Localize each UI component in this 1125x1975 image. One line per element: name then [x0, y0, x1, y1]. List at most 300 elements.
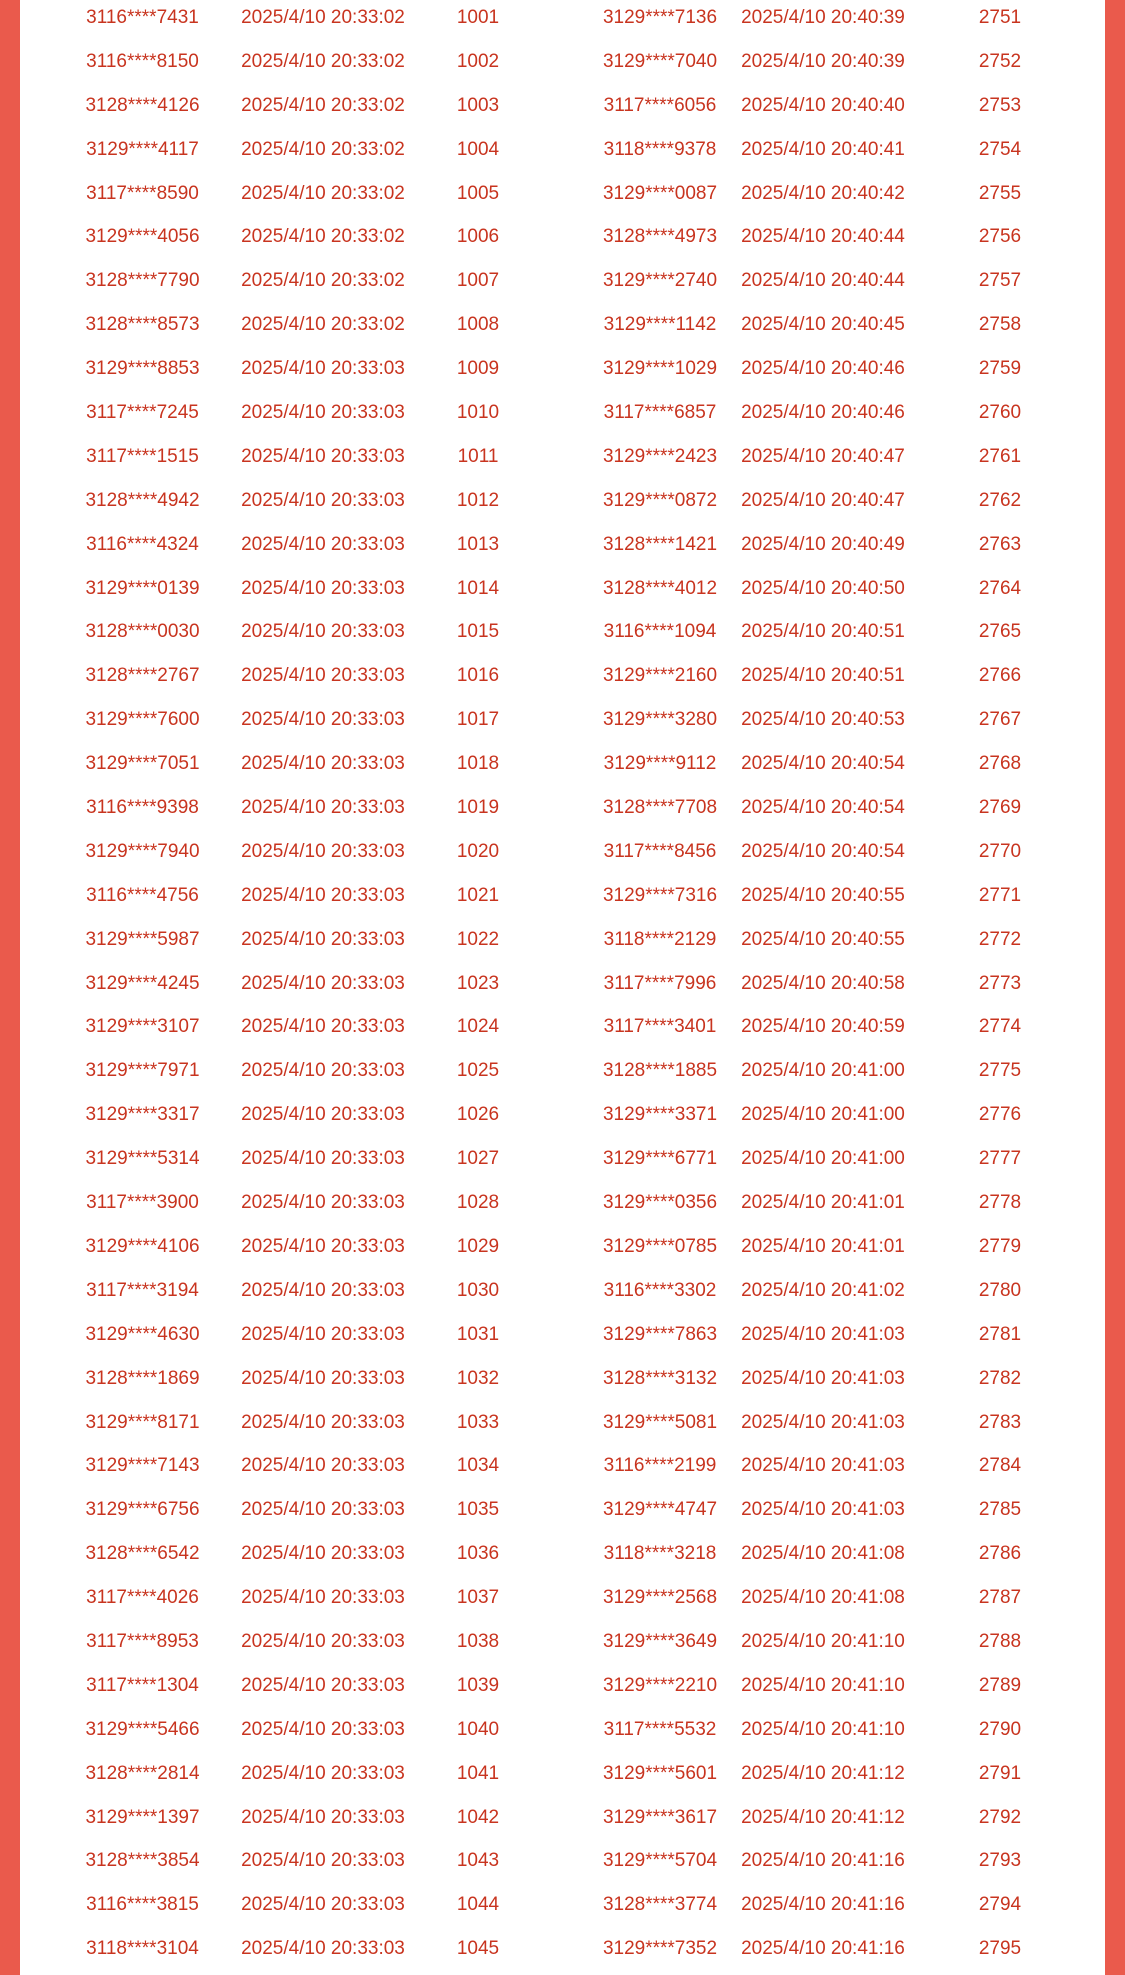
left-rank-cell: 1033 [456, 1411, 500, 1433]
right-timestamp-cell: 2025/4/10 20:41:16 [741, 1850, 905, 1872]
left-user-id-cell: 3129****8171 [85, 1411, 200, 1433]
table-row [20, 1097, 1105, 1141]
right-timestamp-cell: 2025/4/10 20:40:53 [741, 709, 905, 731]
table-row [20, 351, 1105, 395]
left-user-id-cell: 3116****3815 [86, 1894, 199, 1916]
right-user-id-cell: 3118****3218 [603, 1543, 717, 1565]
left-timestamp-cell: 2025/4/10 20:33:03 [241, 928, 405, 950]
table-row [20, 88, 1105, 132]
right-timestamp-cell: 2025/4/10 20:40:47 [741, 445, 905, 467]
left-timestamp-cell: 2025/4/10 20:33:02 [241, 314, 405, 336]
left-rank-cell: 1018 [456, 753, 500, 775]
right-rank-cell: 2791 [978, 1762, 1022, 1784]
left-user-id-cell: 3129****7600 [85, 709, 200, 731]
left-rank-cell: 1009 [456, 358, 500, 380]
left-user-id-cell: 3116****7431 [86, 7, 199, 28]
right-rank-cell: 2773 [978, 972, 1022, 994]
right-user-id-cell: 3129****0087 [602, 182, 718, 204]
table-row [20, 219, 1105, 263]
left-timestamp-cell: 2025/4/10 20:33:03 [241, 1674, 405, 1696]
table-row [20, 1492, 1105, 1536]
left-rank-cell: 1008 [456, 314, 500, 336]
right-user-id-cell: 3118****2129 [603, 928, 717, 950]
table-row [20, 1624, 1105, 1668]
right-user-id-cell: 3129****2160 [602, 665, 718, 687]
left-user-id-cell: 3128****4126 [85, 94, 200, 116]
left-timestamp-cell: 2025/4/10 20:33:03 [241, 972, 405, 994]
left-rank-cell: 1044 [456, 1894, 500, 1916]
left-user-id-cell: 3129****3107 [85, 1016, 200, 1038]
left-user-id-cell: 3116****4324 [86, 533, 199, 555]
left-user-id-cell: 3129****6756 [85, 1499, 200, 1521]
right-timestamp-cell: 2025/4/10 20:41:12 [741, 1806, 905, 1828]
left-user-id-cell: 3128****4942 [85, 489, 200, 511]
right-rank-cell: 2755 [978, 182, 1022, 204]
right-rank-cell: 2753 [978, 94, 1022, 116]
right-border [1105, 0, 1125, 1975]
right-rank-cell: 2788 [978, 1630, 1022, 1652]
right-rank-cell: 2772 [978, 928, 1022, 950]
table-row [20, 1273, 1105, 1317]
left-user-id-cell: 3129****0139 [85, 577, 200, 599]
right-timestamp-cell: 2025/4/10 20:41:12 [741, 1762, 905, 1784]
right-timestamp-cell: 2025/4/10 20:40:42 [741, 182, 905, 204]
left-rank-cell: 1020 [456, 840, 500, 862]
right-user-id-cell: 3117****6857 [603, 402, 717, 424]
left-timestamp-cell: 2025/4/10 20:33:03 [241, 577, 405, 599]
left-user-id-cell: 3129****7940 [85, 840, 200, 862]
table-row [20, 834, 1105, 878]
left-rank-cell: 1041 [456, 1762, 500, 1784]
right-timestamp-cell: 2025/4/10 20:40:46 [741, 358, 905, 380]
left-timestamp-cell: 2025/4/10 20:33:03 [241, 1938, 405, 1960]
right-timestamp-cell: 2025/4/10 20:40:55 [741, 884, 905, 906]
left-timestamp-cell: 2025/4/10 20:33:03 [241, 1279, 405, 1301]
left-rank-cell: 1015 [456, 621, 500, 643]
right-user-id-cell: 3129****0785 [602, 1235, 718, 1257]
table-row [20, 658, 1105, 702]
right-rank-cell: 2794 [978, 1894, 1022, 1916]
right-rank-cell: 2761 [978, 445, 1022, 467]
table-row [20, 1887, 1105, 1931]
left-rank-cell: 1030 [456, 1279, 500, 1301]
right-timestamp-cell: 2025/4/10 20:41:01 [741, 1235, 905, 1257]
right-user-id-cell: 3128****4012 [602, 577, 718, 599]
winners-table [20, 0, 1105, 1975]
left-user-id-cell: 3129****3317 [85, 1104, 200, 1126]
right-rank-cell: 2758 [978, 314, 1022, 336]
left-rank-cell: 1036 [456, 1543, 500, 1565]
right-user-id-cell: 3129****0872 [602, 489, 718, 511]
right-user-id-cell: 3129****0356 [602, 1192, 718, 1214]
right-rank-cell: 2765 [978, 621, 1022, 643]
table-row [20, 1141, 1105, 1185]
left-user-id-cell: 3128****7790 [85, 270, 200, 292]
left-timestamp-cell: 2025/4/10 20:33:03 [241, 1016, 405, 1038]
right-user-id-cell: 3129****1029 [602, 358, 718, 380]
left-rank-cell: 1010 [456, 402, 500, 424]
right-timestamp-cell: 2025/4/10 20:41:10 [741, 1630, 905, 1652]
left-user-id-cell: 3118****3104 [86, 1938, 199, 1960]
right-timestamp-cell: 2025/4/10 20:40:55 [741, 928, 905, 950]
right-user-id-cell: 3128****4973 [602, 226, 718, 248]
left-timestamp-cell: 2025/4/10 20:33:03 [241, 1587, 405, 1609]
left-user-id-cell: 3129****5314 [85, 1148, 200, 1170]
left-timestamp-cell: 2025/4/10 20:33:03 [241, 1806, 405, 1828]
right-user-id-cell: 3129****6771 [602, 1148, 718, 1170]
table-row [20, 1843, 1105, 1887]
left-timestamp-cell: 2025/4/10 20:33:02 [241, 182, 405, 204]
table-row [20, 878, 1105, 922]
left-user-id-cell: 3116****8150 [86, 50, 199, 72]
table-row [20, 1448, 1105, 1492]
table-row [20, 307, 1105, 351]
left-rank-cell: 1039 [456, 1674, 500, 1696]
left-timestamp-cell: 2025/4/10 20:33:03 [241, 1630, 405, 1652]
left-user-id-cell: 3117****4026 [86, 1587, 199, 1609]
table-row [20, 1317, 1105, 1361]
table-row [20, 1800, 1105, 1844]
left-rank-cell: 1029 [456, 1235, 500, 1257]
right-user-id-cell: 3129****2568 [602, 1587, 718, 1609]
left-user-id-cell: 3129****1397 [85, 1806, 200, 1828]
left-user-id-cell: 3117****1304 [86, 1674, 199, 1696]
left-user-id-cell: 3117****1515 [86, 445, 199, 467]
right-user-id-cell: 3129****3649 [602, 1630, 718, 1652]
table-row [20, 922, 1105, 966]
left-rank-cell: 1022 [456, 928, 500, 950]
right-user-id-cell: 3129****7136 [602, 7, 718, 28]
left-timestamp-cell: 2025/4/10 20:33:03 [241, 753, 405, 775]
right-user-id-cell: 3129****5081 [602, 1411, 718, 1433]
right-timestamp-cell: 2025/4/10 20:41:03 [741, 1323, 905, 1345]
right-rank-cell: 2756 [978, 226, 1022, 248]
right-rank-cell: 2752 [978, 50, 1022, 72]
left-timestamp-cell: 2025/4/10 20:33:03 [241, 840, 405, 862]
table-row [20, 1185, 1105, 1229]
right-timestamp-cell: 2025/4/10 20:40:49 [741, 533, 905, 555]
left-rank-cell: 1027 [456, 1148, 500, 1170]
left-rank-cell: 1024 [456, 1016, 500, 1038]
left-user-id-cell: 3129****4056 [85, 226, 200, 248]
table-row [20, 1756, 1105, 1800]
right-user-id-cell: 3129****2740 [602, 270, 718, 292]
left-rank-cell: 1032 [456, 1367, 500, 1389]
left-timestamp-cell: 2025/4/10 20:33:02 [241, 94, 405, 116]
left-timestamp-cell: 2025/4/10 20:33:03 [241, 1323, 405, 1345]
right-timestamp-cell: 2025/4/10 20:41:08 [741, 1587, 905, 1609]
left-rank-cell: 1040 [456, 1718, 500, 1740]
left-timestamp-cell: 2025/4/10 20:33:03 [241, 489, 405, 511]
left-user-id-cell: 3116****4756 [86, 884, 199, 906]
left-user-id-cell: 3116****9398 [86, 797, 199, 819]
right-rank-cell: 2790 [978, 1718, 1022, 1740]
left-user-id-cell: 3129****5466 [85, 1718, 200, 1740]
left-timestamp-cell: 2025/4/10 20:33:03 [241, 1850, 405, 1872]
right-user-id-cell: 3129****1142 [603, 314, 717, 336]
right-timestamp-cell: 2025/4/10 20:40:46 [741, 402, 905, 424]
right-rank-cell: 2760 [978, 402, 1022, 424]
left-user-id-cell: 3129****5987 [85, 928, 200, 950]
left-user-id-cell: 3128****2767 [85, 665, 200, 687]
left-user-id-cell: 3117****3194 [86, 1279, 199, 1301]
left-timestamp-cell: 2025/4/10 20:33:03 [241, 1235, 405, 1257]
left-timestamp-cell: 2025/4/10 20:33:03 [241, 1894, 405, 1916]
right-timestamp-cell: 2025/4/10 20:41:03 [741, 1367, 905, 1389]
right-timestamp-cell: 2025/4/10 20:41:03 [741, 1455, 905, 1477]
table-row [20, 263, 1105, 307]
right-timestamp-cell: 2025/4/10 20:41:00 [741, 1060, 905, 1082]
right-rank-cell: 2781 [978, 1323, 1022, 1345]
right-timestamp-cell: 2025/4/10 20:40:39 [741, 7, 905, 28]
left-timestamp-cell: 2025/4/10 20:33:02 [241, 50, 405, 72]
left-rank-cell: 1016 [456, 665, 500, 687]
right-timestamp-cell: 2025/4/10 20:41:00 [741, 1148, 905, 1170]
table-row [20, 176, 1105, 220]
left-rank-cell: 1035 [456, 1499, 500, 1521]
right-user-id-cell: 3117****3401 [603, 1016, 717, 1038]
table-row [20, 790, 1105, 834]
right-user-id-cell: 3129****2210 [602, 1674, 718, 1696]
left-rank-cell: 1043 [456, 1850, 500, 1872]
right-timestamp-cell: 2025/4/10 20:40:40 [741, 94, 905, 116]
right-timestamp-cell: 2025/4/10 20:41:10 [741, 1674, 905, 1696]
right-timestamp-cell: 2025/4/10 20:40:54 [741, 753, 905, 775]
right-rank-cell: 2768 [978, 753, 1022, 775]
right-rank-cell: 2784 [978, 1455, 1022, 1477]
table-row [20, 966, 1105, 1010]
right-user-id-cell: 3129****5601 [602, 1762, 718, 1784]
right-user-id-cell: 3128****7708 [602, 797, 718, 819]
left-user-id-cell: 3129****7971 [85, 1060, 200, 1082]
right-timestamp-cell: 2025/4/10 20:40:50 [741, 577, 905, 599]
left-timestamp-cell: 2025/4/10 20:33:03 [241, 402, 405, 424]
table-row [20, 483, 1105, 527]
left-user-id-cell: 3117****8590 [86, 182, 199, 204]
left-timestamp-cell: 2025/4/10 20:33:03 [241, 709, 405, 731]
right-rank-cell: 2751 [978, 7, 1022, 28]
right-rank-cell: 2775 [978, 1060, 1022, 1082]
right-rank-cell: 2763 [978, 533, 1022, 555]
right-timestamp-cell: 2025/4/10 20:40:54 [741, 840, 905, 862]
table-row [20, 571, 1105, 615]
right-user-id-cell: 3129****7040 [602, 50, 718, 72]
right-user-id-cell: 3129****7863 [602, 1323, 718, 1345]
left-user-id-cell: 3129****4106 [85, 1235, 200, 1257]
left-timestamp-cell: 2025/4/10 20:33:03 [241, 1499, 405, 1521]
right-rank-cell: 2757 [978, 270, 1022, 292]
right-user-id-cell: 3129****3617 [602, 1806, 718, 1828]
right-timestamp-cell: 2025/4/10 20:40:54 [741, 797, 905, 819]
right-rank-cell: 2766 [978, 665, 1022, 687]
left-rank-cell: 1034 [456, 1455, 500, 1477]
right-rank-cell: 2785 [978, 1499, 1022, 1521]
right-timestamp-cell: 2025/4/10 20:41:02 [741, 1279, 905, 1301]
table-row [20, 439, 1105, 483]
table-row [20, 44, 1105, 88]
table-row [20, 1405, 1105, 1449]
right-rank-cell: 2770 [978, 840, 1022, 862]
left-timestamp-cell: 2025/4/10 20:33:02 [241, 270, 405, 292]
right-rank-cell: 2787 [978, 1587, 1022, 1609]
right-timestamp-cell: 2025/4/10 20:40:41 [741, 138, 905, 160]
table-row [20, 1053, 1105, 1097]
left-rank-cell: 1007 [456, 270, 500, 292]
left-user-id-cell: 3128****1869 [85, 1367, 200, 1389]
right-user-id-cell: 3116****2199 [603, 1455, 717, 1477]
left-user-id-cell: 3117****8953 [86, 1630, 199, 1652]
left-timestamp-cell: 2025/4/10 20:33:03 [241, 797, 405, 819]
left-user-id-cell: 3129****8853 [85, 358, 200, 380]
left-user-id-cell: 3117****3900 [86, 1192, 199, 1214]
left-user-id-cell: 3117****7245 [86, 402, 199, 424]
left-rank-cell: 1011 [457, 445, 499, 467]
right-user-id-cell: 3117****8456 [603, 840, 717, 862]
right-timestamp-cell: 2025/4/10 20:41:16 [741, 1894, 905, 1916]
table-row [20, 527, 1105, 571]
left-user-id-cell: 3128****0030 [85, 621, 200, 643]
left-timestamp-cell: 2025/4/10 20:33:02 [241, 138, 405, 160]
table-row [20, 746, 1105, 790]
left-rank-cell: 1042 [456, 1806, 500, 1828]
right-user-id-cell: 3117****5532 [603, 1718, 717, 1740]
left-rank-cell: 1023 [456, 972, 500, 994]
right-user-id-cell: 3117****7996 [603, 972, 717, 994]
table-row [20, 1361, 1105, 1405]
left-timestamp-cell: 2025/4/10 20:33:02 [241, 226, 405, 248]
left-timestamp-cell: 2025/4/10 20:33:03 [241, 1148, 405, 1170]
table-row [20, 702, 1105, 746]
right-timestamp-cell: 2025/4/10 20:40:45 [741, 314, 905, 336]
right-rank-cell: 2764 [978, 577, 1022, 599]
table-row [20, 1668, 1105, 1712]
left-user-id-cell: 3129****7051 [85, 753, 200, 775]
table-row [20, 1712, 1105, 1756]
left-timestamp-cell: 2025/4/10 20:33:03 [241, 1455, 405, 1477]
right-timestamp-cell: 2025/4/10 20:40:51 [741, 665, 905, 687]
left-rank-cell: 1012 [456, 489, 500, 511]
right-timestamp-cell: 2025/4/10 20:40:44 [741, 226, 905, 248]
left-timestamp-cell: 2025/4/10 20:33:03 [241, 1543, 405, 1565]
left-rank-cell: 1038 [456, 1630, 500, 1652]
right-user-id-cell: 3129****4747 [602, 1499, 718, 1521]
right-rank-cell: 2795 [978, 1938, 1022, 1960]
right-user-id-cell: 3128****3132 [602, 1367, 718, 1389]
right-timestamp-cell: 2025/4/10 20:40:39 [741, 50, 905, 72]
left-timestamp-cell: 2025/4/10 20:33:03 [241, 1411, 405, 1433]
left-timestamp-cell: 2025/4/10 20:33:02 [241, 7, 405, 28]
left-rank-cell: 1003 [456, 94, 500, 116]
left-rank-cell: 1004 [456, 138, 500, 160]
right-user-id-cell: 3118****9378 [603, 138, 717, 160]
right-user-id-cell: 3128****1885 [602, 1060, 718, 1082]
right-user-id-cell: 3116****3302 [603, 1279, 717, 1301]
right-timestamp-cell: 2025/4/10 20:41:03 [741, 1411, 905, 1433]
right-rank-cell: 2793 [978, 1850, 1022, 1872]
left-rank-cell: 1006 [456, 226, 500, 248]
right-rank-cell: 2792 [978, 1806, 1022, 1828]
table-row [20, 395, 1105, 439]
right-rank-cell: 2789 [978, 1674, 1022, 1696]
right-timestamp-cell: 2025/4/10 20:40:44 [741, 270, 905, 292]
right-rank-cell: 2769 [978, 797, 1022, 819]
table-row [20, 1229, 1105, 1273]
right-rank-cell: 2759 [978, 358, 1022, 380]
left-timestamp-cell: 2025/4/10 20:33:03 [241, 533, 405, 555]
left-timestamp-cell: 2025/4/10 20:33:03 [241, 1060, 405, 1082]
left-timestamp-cell: 2025/4/10 20:33:03 [241, 884, 405, 906]
right-rank-cell: 2779 [978, 1235, 1022, 1257]
right-user-id-cell: 3128****3774 [602, 1894, 718, 1916]
left-rank-cell: 1017 [456, 709, 500, 731]
left-user-id-cell: 3129****7143 [85, 1455, 200, 1477]
right-rank-cell: 2782 [978, 1367, 1022, 1389]
left-timestamp-cell: 2025/4/10 20:33:03 [241, 621, 405, 643]
right-rank-cell: 2762 [978, 489, 1022, 511]
left-timestamp-cell: 2025/4/10 20:33:03 [241, 1367, 405, 1389]
right-user-id-cell: 3128****1421 [602, 533, 718, 555]
right-timestamp-cell: 2025/4/10 20:40:51 [741, 621, 905, 643]
left-rank-cell: 1001 [456, 7, 500, 28]
right-timestamp-cell: 2025/4/10 20:41:10 [741, 1718, 905, 1740]
right-timestamp-cell: 2025/4/10 20:40:47 [741, 489, 905, 511]
left-user-id-cell: 3128****6542 [85, 1543, 200, 1565]
right-rank-cell: 2754 [978, 138, 1022, 160]
right-rank-cell: 2774 [978, 1016, 1022, 1038]
right-rank-cell: 2778 [978, 1192, 1022, 1214]
left-rank-cell: 1014 [456, 577, 500, 599]
right-timestamp-cell: 2025/4/10 20:41:00 [741, 1104, 905, 1126]
right-timestamp-cell: 2025/4/10 20:41:08 [741, 1543, 905, 1565]
right-timestamp-cell: 2025/4/10 20:40:58 [741, 972, 905, 994]
left-rank-cell: 1028 [456, 1192, 500, 1214]
right-rank-cell: 2783 [978, 1411, 1022, 1433]
right-rank-cell: 2776 [978, 1104, 1022, 1126]
right-user-id-cell: 3129****5704 [602, 1850, 718, 1872]
left-user-id-cell: 3128****3854 [85, 1850, 200, 1872]
left-timestamp-cell: 2025/4/10 20:33:03 [241, 445, 405, 467]
right-user-id-cell: 3117****6056 [603, 94, 717, 116]
right-rank-cell: 2777 [978, 1148, 1022, 1170]
left-border [0, 0, 20, 1975]
left-timestamp-cell: 2025/4/10 20:33:03 [241, 1718, 405, 1740]
left-user-id-cell: 3128****8573 [85, 314, 200, 336]
left-rank-cell: 1002 [456, 50, 500, 72]
right-user-id-cell: 3129****2423 [602, 445, 718, 467]
table-row [20, 1931, 1105, 1975]
left-rank-cell: 1025 [456, 1060, 500, 1082]
left-rank-cell: 1019 [456, 797, 500, 819]
right-timestamp-cell: 2025/4/10 20:41:01 [741, 1192, 905, 1214]
right-timestamp-cell: 2025/4/10 20:41:03 [741, 1499, 905, 1521]
right-rank-cell: 2780 [978, 1279, 1022, 1301]
left-rank-cell: 1013 [456, 533, 500, 555]
left-user-id-cell: 3129****4117 [86, 138, 199, 160]
left-timestamp-cell: 2025/4/10 20:33:03 [241, 1762, 405, 1784]
right-timestamp-cell: 2025/4/10 20:41:16 [741, 1938, 905, 1960]
table-row [20, 614, 1105, 658]
table-row [20, 1536, 1105, 1580]
left-rank-cell: 1037 [456, 1587, 500, 1609]
right-user-id-cell: 3129****3371 [602, 1104, 718, 1126]
left-timestamp-cell: 2025/4/10 20:33:03 [241, 665, 405, 687]
left-rank-cell: 1026 [456, 1104, 500, 1126]
table-row [20, 1580, 1105, 1624]
left-timestamp-cell: 2025/4/10 20:33:03 [241, 358, 405, 380]
right-rank-cell: 2767 [978, 709, 1022, 731]
right-timestamp-cell: 2025/4/10 20:40:59 [741, 1016, 905, 1038]
right-rank-cell: 2771 [978, 884, 1022, 906]
